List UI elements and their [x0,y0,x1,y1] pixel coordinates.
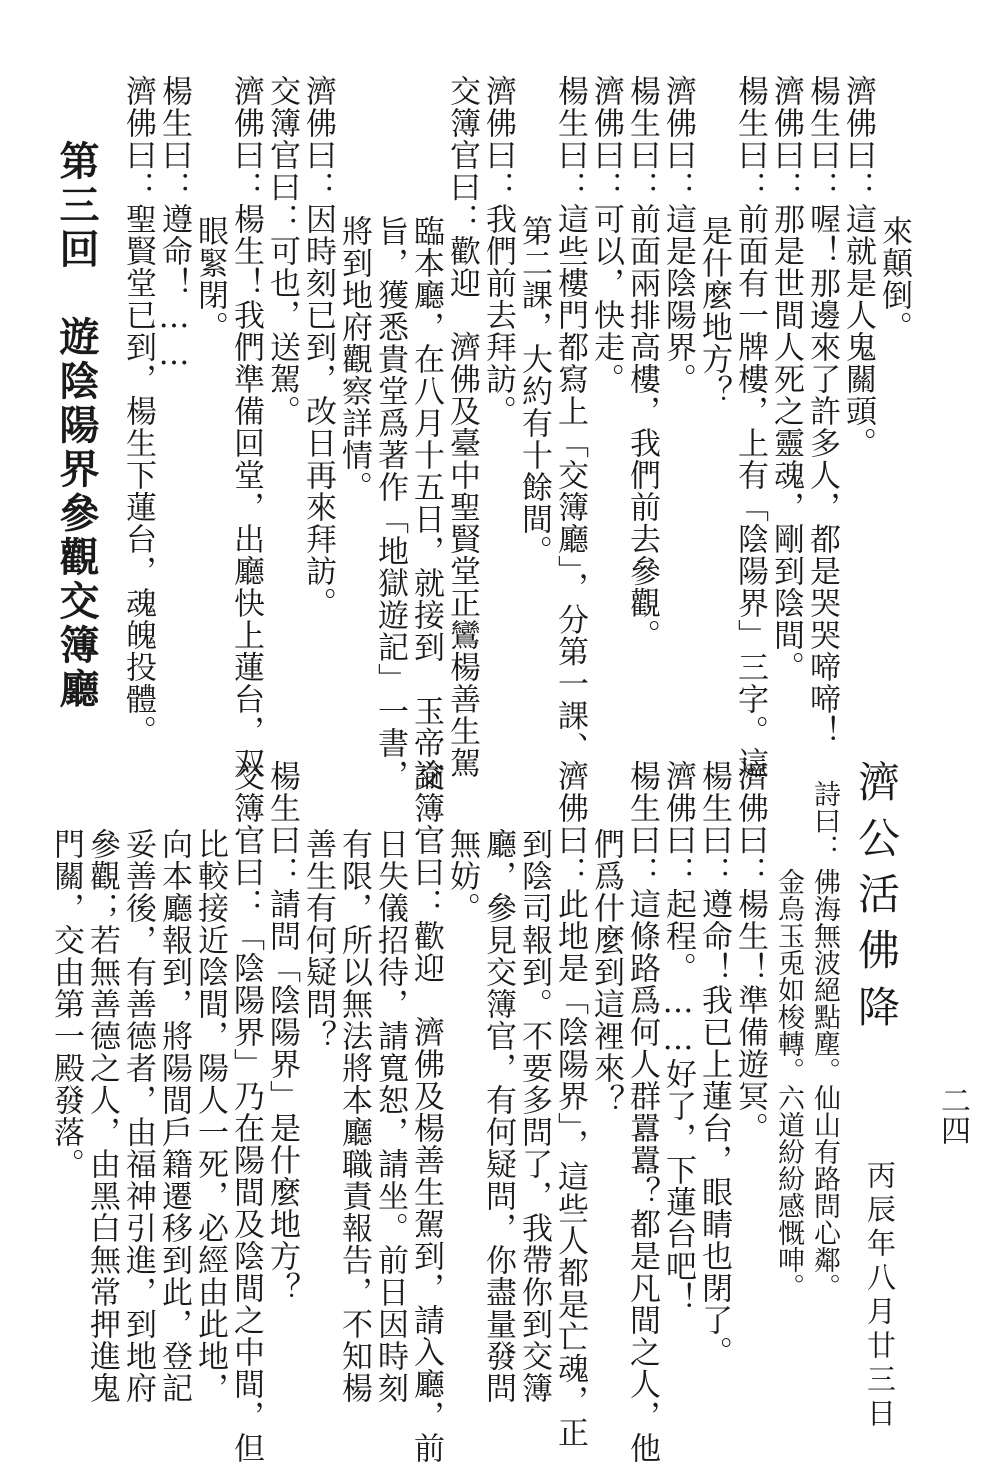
upper-col-15: 將到地府觀察詳情。 [336,183,372,503]
lower-col-4: 們爲什麼到這裡來？ [588,796,624,1116]
poem-line-1: 佛海無波絕點塵。仙山有路問心鄰。 [809,868,840,1300]
upper-col-11: 濟佛曰：我們前去拜訪。 [480,75,516,427]
upper-col-0: 來顛倒。 [876,183,912,343]
upper-col-8: 濟佛曰：可以，快走。 [588,75,624,395]
upper-col-10: 第二課，大約有十餘間。 [516,183,552,567]
upper-col-13: 臨本廳，在八月十五日，就接到 玉帝諭 [408,183,444,791]
lower-col-15: 比較接近陰間，陽人一死，必經由此地， [192,796,228,1404]
lower-col-16: 向本廳報到，將陽間戶籍遷移到此，登記 [156,796,192,1404]
lower-col-13: 楊生曰：請問「陰陽界」是什麼地方？ [264,760,300,1304]
lower-col-10: 日失儀招待，請寬恕，請坐。前日因時刻 [372,796,408,1404]
upper-col-2: 楊生曰：喔！那邊來了許多人，都是哭哭啼啼！ [804,75,840,747]
upper-col-16: 濟佛曰：因時刻已到，改日再來拜訪。 [300,75,336,619]
lower-col-14: 交簿官曰：「陰陽界」乃在陽間及陰間之中間，但 [228,760,264,1464]
lower-col-17: 妥善後，有善德者，由福神引進，到地府 [120,796,156,1404]
lower-col-9: 交簿官曰：歡迎 濟佛及楊善生駕到，請入廳，前 [408,760,444,1464]
lower-col-5: 濟佛曰：此地是「陰陽界」，這些人都是亡魂，正 [552,760,588,1449]
lower-col-7: 廳，參見交簿官，有何疑問，你盡量發問 [480,796,516,1404]
upper-col-18: 濟佛曰：楊生！我們準備回堂，出廳快上蓮台，双 [228,75,264,779]
chapter-title: 第三回 遊陰陽界參觀交簿廳 [53,140,100,712]
deity-name: 濟公活佛 [852,760,901,984]
lower-col-11: 有限，所以無法將本廳職責報告，不知楊 [336,796,372,1404]
lower-col-6: 到陰司報到。不要多問了，我帶你到交簿 [516,796,552,1404]
upper-col-3: 濟佛曰：那是世間人死之靈魂，剛到陰間。 [768,75,804,683]
upper-col-7: 楊生曰：前面兩排高樓，我們前去參觀。 [624,75,660,651]
descend-mark: 降 [852,985,901,1041]
upper-col-17: 交簿官曰：可也，送駕。 [264,75,300,427]
lower-col-1: 楊生曰：遵命！我已上蓮台，眼睛也閉了。 [696,760,732,1368]
poem-line-2: 金烏玉兎如梭轉。六道紛紛感慨呻。 [773,868,804,1300]
session-date: 丙辰年八月廿三日 [863,1160,897,1432]
upper-col-4: 楊生曰：前面有一牌樓，上有「陰陽界」三字。這 [732,75,768,779]
upper-col-1: 濟佛曰：這就是人鬼關頭。 [840,75,876,459]
lower-col-19: 門關，交由第一殿發落。 [48,796,84,1180]
upper-col-9: 楊生曰：這些樓門都寫上「交簿廳」，分第一課、 [552,75,588,764]
poem-label: 詩曰： [809,780,840,861]
upper-col-19: 眼緊閉。 [192,183,228,343]
lower-col-0: 濟佛曰：楊生！準備遊冥。 [732,760,768,1144]
upper-col-12: 交簿官曰：歡迎 濟佛及臺中聖賢堂正鸞楊善生駕 [444,75,480,779]
page-number: 二四 [935,1085,970,1145]
lower-col-8: 無妨。 [444,796,480,924]
upper-col-5: 是什麼地方？ [696,183,732,407]
upper-col-21: 濟佛曰：聖賢堂已到，楊生下蓮台，魂魄投體。 [120,75,156,747]
lower-col-12: 善生有何疑問？ [300,796,336,1052]
lower-col-18: 參觀；若無善德之人，由黑白無常押進鬼 [84,796,120,1404]
upper-col-20: 楊生曰：遵命！…… [156,75,192,373]
upper-col-14: 旨，獲悉貴堂爲著作「地獄遊記」一書， [372,183,408,791]
upper-col-6: 濟佛曰：這是陰陽界。 [660,75,696,395]
lower-col-2: 濟佛曰：起程。……好了，下蓮台吧！ [660,760,696,1314]
lower-col-3: 楊生曰：這條路爲何人群囂囂？都是凡間之人，他 [624,760,660,1464]
